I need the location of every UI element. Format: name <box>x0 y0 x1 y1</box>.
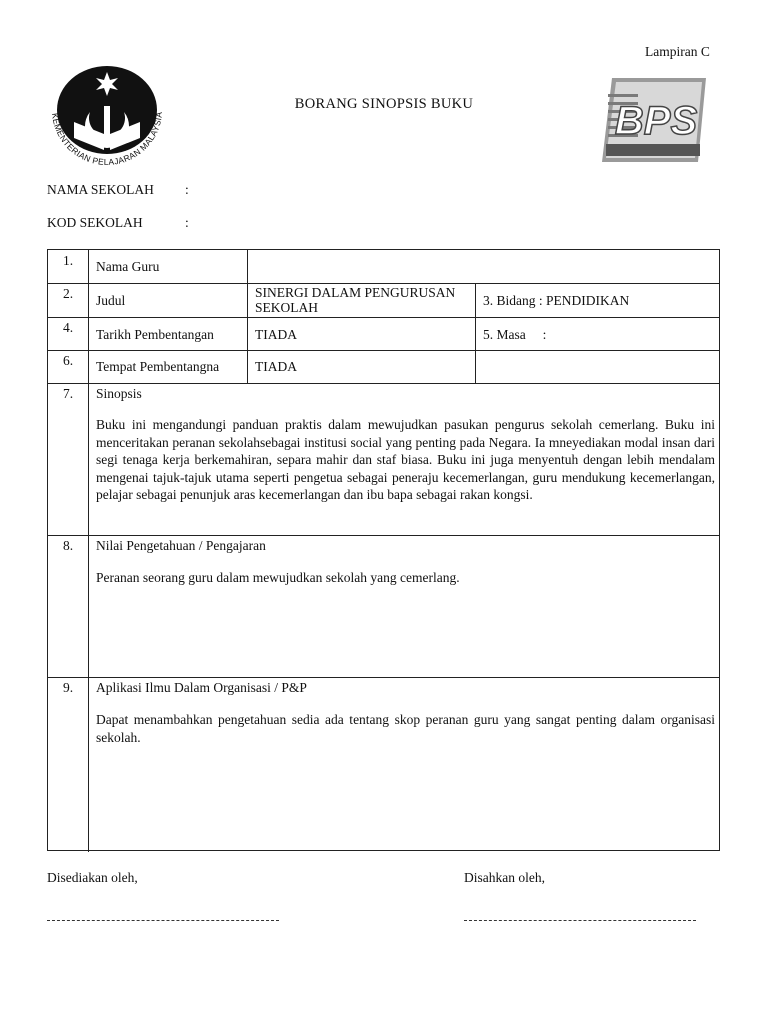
approved-by-label: Disahkan oleh, <box>464 870 545 885</box>
kementerian-logo <box>44 64 170 166</box>
page-title: BORANG SINOPSIS BUKU <box>294 96 474 112</box>
lampiran-label: Lampiran C <box>645 44 710 59</box>
judul-value: SINERGI DALAM PENGURUSAN SEKOLAH <box>255 285 456 315</box>
nama-guru-label: Nama Guru <box>96 259 160 274</box>
row-number: 2. <box>62 286 74 301</box>
tarikh-label: Tarikh Pembentangan <box>96 327 214 342</box>
tarikh-value: TIADA <box>255 327 297 342</box>
bps-logo-text: BPS <box>614 99 698 143</box>
approved-signature-line <box>464 920 696 921</box>
row-number: 8. <box>62 538 74 553</box>
nilai-label: Nilai Pengetahuan / Pengajaran <box>96 538 266 553</box>
judul-label: Judul <box>96 293 126 308</box>
row-number: 4. <box>62 320 74 335</box>
masa-field: 5. Masa : <box>483 327 547 342</box>
row-number: 9. <box>62 680 74 695</box>
aplikasi-text: Dapat menambahkan pengetahuan sedia ada tentang skop peranan guru yang sangat penting dalam organisasi sekolah. <box>96 712 715 745</box>
kod-sekolah-colon: : <box>185 215 189 230</box>
aplikasi-label: Aplikasi Ilmu Dalam Organisasi / P&P <box>96 680 307 695</box>
tempat-label: Tempat Pembentangna <box>96 359 220 374</box>
logo-arc-text: KEMENTERIAN PELAJARAN MALAYSIA <box>50 111 165 166</box>
kod-sekolah-label: KOD SEKOLAH <box>47 215 143 230</box>
bps-logo <box>598 74 708 166</box>
row-number: 7. <box>62 386 74 401</box>
synopsis-form-table <box>47 249 720 851</box>
row-number: 6. <box>62 353 74 368</box>
bidang-field: 3. Bidang : PENDIDIKAN <box>483 293 630 308</box>
prepared-signature-line <box>47 920 279 921</box>
tempat-value: TIADA <box>255 359 297 374</box>
nama-sekolah-colon: : <box>185 182 189 197</box>
prepared-by-label: Disediakan oleh, <box>47 870 138 885</box>
sinopsis-text: Buku ini mengandungi panduan praktis dalam mewujudkan pasukan pengurus sekolah cemerlang. Buku ini menceritakan peranan sekolahsebagai institusi social yang penting pada Negara. Ia mneyediakan modal insan dari segi tenaga kerja berkemahiran, separa mahir dan staf biasa. Buku ini juga menyentuh dengan lebih mendalam mengenai tajuk-tajuk utama seperti pengetua sebagai peneraju kecemerlangan, guru mendukung kecemerlangan, pelajar sebagai penunjuk aras kecemerlangan dan ibu bapa sebagai rakan kongsi. <box>96 417 715 502</box>
nama-sekolah-label: NAMA SEKOLAH <box>47 182 154 197</box>
row-number: 1. <box>62 253 74 268</box>
nilai-text: Peranan seorang guru dalam mewujudkan sekolah yang cemerlang. <box>96 570 460 585</box>
sinopsis-label: Sinopsis <box>96 386 142 401</box>
